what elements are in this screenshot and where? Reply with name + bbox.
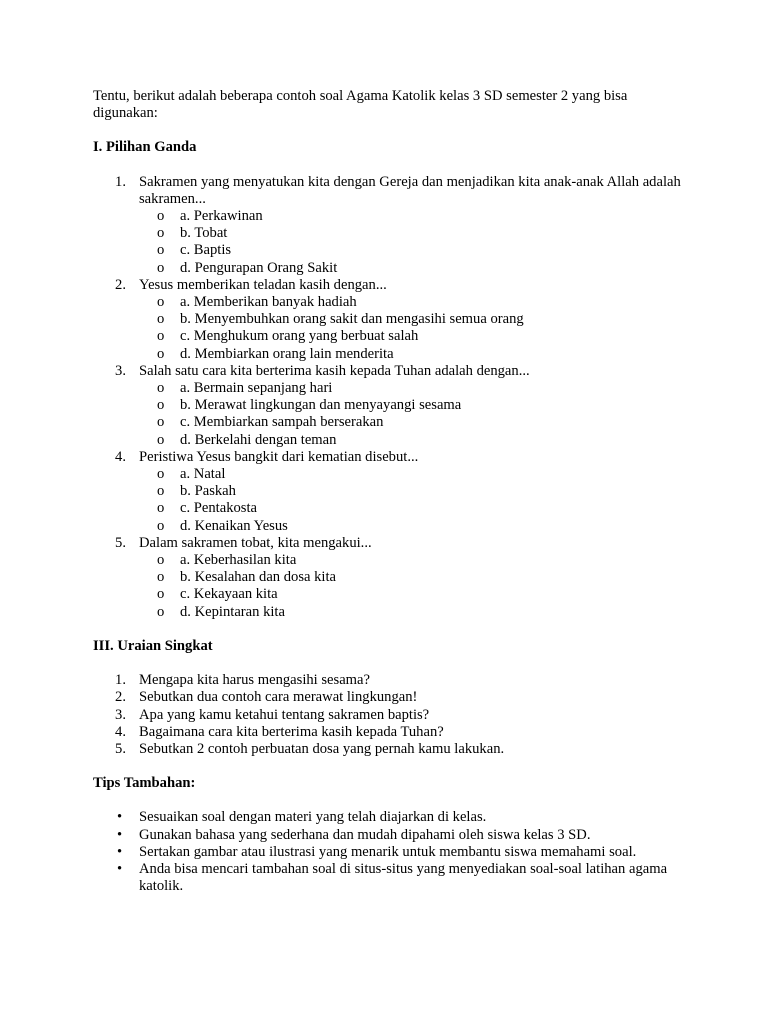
answer-option-text: a. Natal bbox=[180, 466, 226, 483]
answer-option bbox=[139, 328, 683, 345]
answer-options bbox=[139, 294, 683, 363]
circle-bullet-icon: o bbox=[157, 552, 165, 569]
circle-bullet-icon: o bbox=[157, 328, 165, 345]
question-number: 4. bbox=[115, 448, 126, 465]
answer-option-text: d. Kenaikan Yesus bbox=[180, 517, 288, 534]
answer-options bbox=[139, 466, 683, 535]
answer-option-text: c. Baptis bbox=[180, 242, 232, 259]
question-number: 2. bbox=[115, 276, 126, 293]
circle-bullet-icon: o bbox=[157, 397, 165, 414]
answer-option bbox=[139, 500, 683, 517]
answer-option bbox=[139, 552, 683, 569]
answer-options bbox=[139, 552, 683, 621]
tip-item bbox=[93, 844, 683, 861]
answer-option-text: c. Pentakosta bbox=[180, 500, 258, 517]
tip-text: Anda bisa mencari tambahan soal di situs-situs yang menyediakan soal-soal latihan agama katolik. bbox=[139, 860, 668, 895]
answer-option bbox=[139, 260, 683, 277]
question-number: 3. bbox=[115, 362, 126, 379]
circle-bullet-icon: o bbox=[157, 225, 165, 242]
tip-text: Sesuaikan soal dengan materi yang telah diajarkan di kelas. bbox=[139, 809, 487, 826]
circle-bullet-icon: o bbox=[157, 466, 165, 483]
answer-option-text: d. Berkelahi dengan teman bbox=[180, 431, 337, 448]
answer-option bbox=[139, 225, 683, 242]
short-answer-item bbox=[93, 724, 683, 741]
question-text: Mengapa kita harus mengasihi sesama? bbox=[139, 672, 370, 689]
question-item bbox=[93, 535, 683, 621]
question-number: 5. bbox=[115, 534, 126, 551]
bullet-icon: • bbox=[117, 809, 123, 826]
question-number: 1. bbox=[115, 173, 126, 190]
circle-bullet-icon: o bbox=[157, 380, 165, 397]
tip-item bbox=[93, 809, 683, 826]
question-number: 3. bbox=[115, 706, 126, 723]
answer-option-text: b. Paskah bbox=[180, 483, 236, 500]
circle-bullet-icon: o bbox=[157, 208, 165, 225]
question-text: Apa yang kamu ketahui tentang sakramen baptis? bbox=[139, 706, 430, 723]
circle-bullet-icon: o bbox=[157, 311, 165, 328]
question-text: Dalam sakramen tobat, kita mengakui... bbox=[139, 534, 372, 551]
answer-option-text: a. Bermain sepanjang hari bbox=[180, 380, 333, 397]
answer-option-text: b. Tobat bbox=[180, 225, 228, 242]
bullet-icon: • bbox=[117, 826, 123, 843]
answer-option bbox=[139, 346, 683, 363]
circle-bullet-icon: o bbox=[157, 414, 165, 431]
question-text: Bagaimana cara kita berterima kasih kepada Tuhan? bbox=[139, 723, 444, 740]
answer-option bbox=[139, 294, 683, 311]
question-text: Sakramen yang menyatukan kita dengan Gereja dan menjadikan kita anak-anak Allah adalah sakramen... bbox=[139, 173, 681, 207]
circle-bullet-icon: o bbox=[157, 345, 165, 362]
question-text: Salah satu cara kita berterima kasih kepada Tuhan adalah dengan... bbox=[139, 362, 530, 379]
circle-bullet-icon: o bbox=[157, 483, 165, 500]
question-text: Sebutkan 2 contoh perbuatan dosa yang pernah kamu lakukan. bbox=[139, 740, 505, 757]
short-answer-section bbox=[93, 672, 683, 758]
tips-list bbox=[93, 809, 683, 895]
section-heading-pilihan-ganda: I. Pilihan Ganda bbox=[93, 139, 197, 156]
tip-item bbox=[93, 827, 683, 844]
answer-option bbox=[139, 397, 683, 414]
answer-option bbox=[139, 604, 683, 621]
question-number: 5. bbox=[115, 740, 126, 757]
answer-option bbox=[139, 569, 683, 586]
circle-bullet-icon: o bbox=[157, 586, 165, 603]
tip-item bbox=[93, 861, 683, 895]
short-answer-item bbox=[93, 689, 683, 706]
answer-option-text: c. Membiarkan sampah berserakan bbox=[180, 414, 384, 431]
answer-option bbox=[139, 518, 683, 535]
answer-option bbox=[139, 483, 683, 500]
question-number: 2. bbox=[115, 689, 126, 706]
answer-option bbox=[139, 586, 683, 603]
circle-bullet-icon: o bbox=[157, 517, 165, 534]
tip-text: Gunakan bahasa yang sederhana dan mudah dipahami oleh siswa kelas 3 SD. bbox=[139, 826, 591, 843]
answer-option-text: b. Merawat lingkungan dan menyayangi sesama bbox=[180, 397, 462, 414]
intro-paragraph: Tentu, berikut adalah beberapa contoh soal Agama Katolik kelas 3 SD semester 2 yang bisa digunakan: bbox=[93, 88, 628, 122]
multiple-choice-list bbox=[93, 174, 683, 621]
question-item bbox=[93, 449, 683, 535]
multiple-choice-section bbox=[93, 174, 683, 621]
answer-option-text: a. Perkawinan bbox=[180, 208, 263, 225]
circle-bullet-icon: o bbox=[157, 603, 165, 620]
short-answer-item bbox=[93, 707, 683, 724]
document-page bbox=[93, 88, 683, 895]
short-answer-item bbox=[93, 741, 683, 758]
question-text: Sebutkan dua contoh cara merawat lingkungan! bbox=[139, 689, 418, 706]
section-heading-tips: Tips Tambahan: bbox=[93, 775, 196, 792]
question-text: Peristiwa Yesus bangkit dari kematian disebut... bbox=[139, 448, 419, 465]
circle-bullet-icon: o bbox=[157, 569, 165, 586]
circle-bullet-icon: o bbox=[157, 431, 165, 448]
question-item bbox=[93, 363, 683, 449]
answer-option bbox=[139, 311, 683, 328]
answer-option-text: d. Kepintaran kita bbox=[180, 603, 285, 620]
tip-text: Sertakan gambar atau ilustrasi yang menarik untuk membantu siswa memahami soal. bbox=[139, 843, 637, 860]
answer-option bbox=[139, 432, 683, 449]
answer-option-text: c. Menghukum orang yang berbuat salah bbox=[180, 328, 419, 345]
answer-option bbox=[139, 208, 683, 225]
circle-bullet-icon: o bbox=[157, 500, 165, 517]
short-answer-list bbox=[93, 672, 683, 758]
answer-option-text: d. Pengurapan Orang Sakit bbox=[180, 259, 338, 276]
answer-option-text: b. Kesalahan dan dosa kita bbox=[180, 569, 337, 586]
answer-option bbox=[139, 380, 683, 397]
answer-options bbox=[139, 380, 683, 449]
question-text: Yesus memberikan teladan kasih dengan... bbox=[139, 276, 387, 293]
circle-bullet-icon: o bbox=[157, 259, 165, 276]
question-item bbox=[93, 277, 683, 363]
answer-option bbox=[139, 466, 683, 483]
answer-options bbox=[139, 208, 683, 277]
answer-option bbox=[139, 414, 683, 431]
circle-bullet-icon: o bbox=[157, 294, 165, 311]
section-heading-uraian-singkat: III. Uraian Singkat bbox=[93, 637, 213, 654]
circle-bullet-icon: o bbox=[157, 242, 165, 259]
answer-option-text: a. Keberhasilan kita bbox=[180, 552, 297, 569]
question-number: 4. bbox=[115, 723, 126, 740]
question-number: 1. bbox=[115, 672, 126, 689]
short-answer-item bbox=[93, 672, 683, 689]
bullet-icon: • bbox=[117, 843, 123, 860]
bullet-icon: • bbox=[117, 860, 123, 877]
answer-option-text: b. Menyembuhkan orang sakit dan mengasihi semua orang bbox=[180, 311, 524, 328]
answer-option-text: a. Memberikan banyak hadiah bbox=[180, 294, 357, 311]
answer-option-text: c. Kekayaan kita bbox=[180, 586, 278, 603]
answer-option bbox=[139, 242, 683, 259]
question-item bbox=[93, 174, 683, 277]
answer-option-text: d. Membiarkan orang lain menderita bbox=[180, 345, 394, 362]
